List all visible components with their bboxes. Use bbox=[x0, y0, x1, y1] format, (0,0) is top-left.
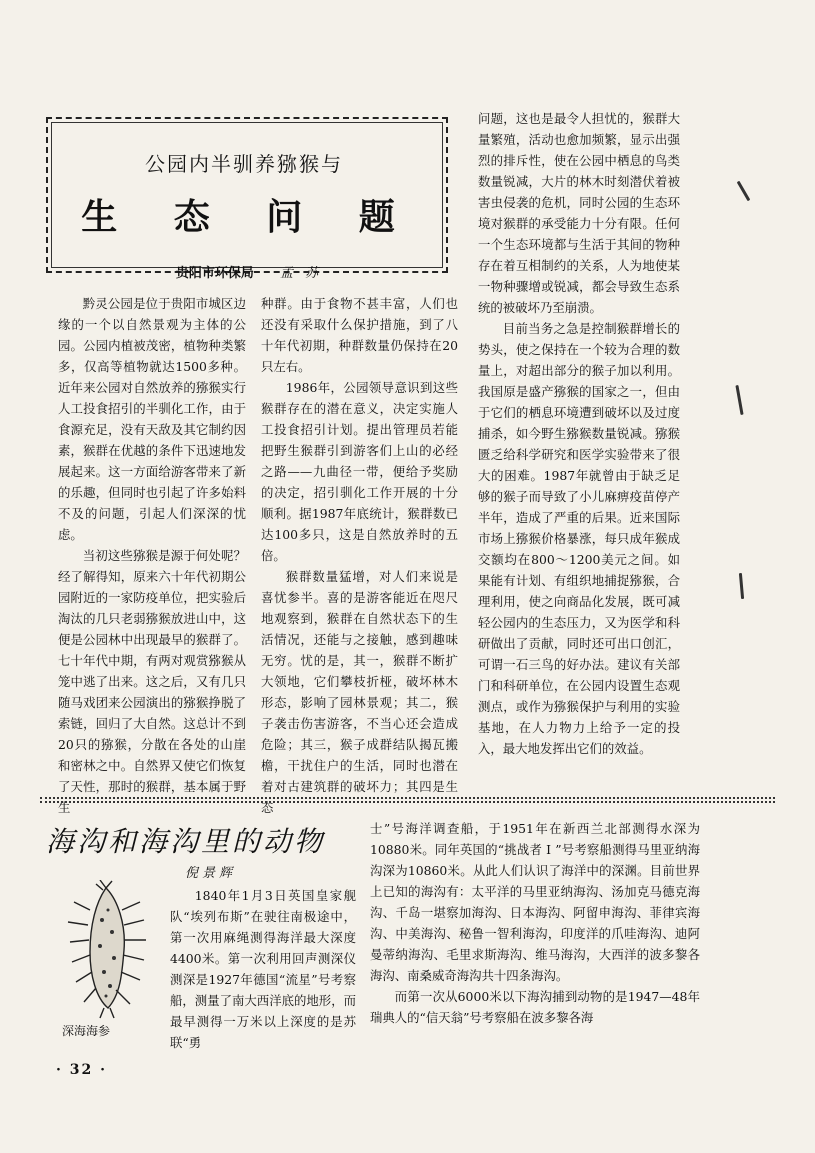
page-number: · 32 · bbox=[56, 1062, 107, 1078]
paragraph: 1840年1月3日英国皇家舰队“埃列布斯”在驶往南极途中，第一次用麻绳测得海洋最大深度4400米。第一次利用回声测深仪测深是1927年德国“流星”号考察船，测量了南大西洋底的地形，而最早测得一万米以上深度的是苏联“勇 bbox=[170, 888, 356, 1050]
author-affiliation: 贵阳市环保局 bbox=[175, 266, 254, 281]
paragraph: 种群。由于食物不甚丰富，人们也还没有采取什么保护措施，到了八十年代初期，种群数量仍保持在20只左右。 bbox=[261, 296, 458, 374]
article-byline bbox=[48, 262, 450, 281]
scan-mark bbox=[737, 181, 751, 202]
paragraph: 目前当务之急是控制猴群增长的势头，使之保持在一个较为合理的数量上，对超出部分的猴子加以利用。我国原是盛产猕猴的国家之一，但由于它们的栖息环境遭到破坏以及过度捕杀，如今野生猕猴数量锐减。猕猴匮乏给科学研究和医学实验带来了很大的困难。1987年就曾由于缺乏足够的猴子而导致了小儿麻痹疫苗停产半年，造成了严重的后果。近来国际市场上猕猴价格暴涨，每只成年猴成交额均在800～1200美元之间。如果能有计划、有组织地捕捉猕猴，合理利用，使之向商品化发展，既可减轻公园内的生态压力，又为医学和科研做出了贡献，同时还可出口创汇，可谓一石三鸟的好办法。建议有关部门和科研单位，在公园内设置生态观测点，或作为猕猴保护与利用的实验基地，在人力物力上给予一定的投入，最大地发挥出它们的效益。 bbox=[478, 321, 680, 756]
article1-column-1 bbox=[58, 293, 246, 818]
article-title: 生 态 问 题 bbox=[81, 197, 417, 238]
article2-author: 倪景辉 bbox=[185, 866, 237, 881]
paragraph: 猴群数量猛增，对人们来说是喜忧参半。喜的是游客能近在咫尺地观察到，猴群在自然状态下的生活情况，还能与之接触，感到趣味无穷。忧的是，其一，猴群不断扩大领地，它们攀枝折桠，破坏林木形态，影响了园林景观；其二，猴子袭击伤害游客，不当心还会造成危险；其三，猴子成群结队揭瓦搬檐，干扰住户的生活，同时也潜在着对古建筑群的破坏力；其四是生态 bbox=[261, 569, 458, 815]
paragraph: 黔灵公园是位于贵阳市城区边缘的一个以自然景观为主体的公园。公园内植被茂密，植物种类繁多，仅高等植物就达1500多种。近年来公园对自然放养的猕猴实行人工投食招引的半驯化工作，由于食源充足，没有天敌及其它制约因素，猴群在优越的条件下迅速地发展起来。这一方面给游客带来了新的乐趣，但同时也引起了许多始料不及的问题，引起人们深深的忧虑。 bbox=[58, 296, 246, 542]
section-divider bbox=[40, 797, 775, 803]
scan-mark bbox=[735, 385, 743, 415]
article2-column-1 bbox=[170, 885, 356, 1053]
paragraph: 士”号海洋调查船，于1951年在新西兰北部测得水深为10880米。同年英国的“挑战者 I ”号考察船测得马里亚纳海沟深为10860米。从此人们认识了海洋中的深渊。目前世界上已知的海沟有：太平洋的马里亚纳海沟、汤加克马德克海沟、千岛一堪察加海沟、日本海沟、阿留申海沟、菲律宾海沟、中美海沟、秘鲁一智利海沟，印度洋的爪哇海沟、迪阿曼蒂纳海沟、毛里求斯海沟、维马海沟，大西洋的波多黎各海沟、南桑威奇海沟共十四条海沟。 bbox=[370, 821, 700, 983]
article2-title: 海沟和海沟里的动物 bbox=[46, 825, 326, 858]
paragraph: 当初这些猕猴是源于何处呢？经了解得知，原来六十年代初期公园附近的一家防疫单位，把实验后淘汰的几只老弱猕猴放进山中，这便是公园林中出现最早的猴群了。七十年代中期，有两对观赏猕猴从笼中逃了出来。这之后，又有几只随马戏团来公园演出的猕猴挣脱了索链，回归了大自然。这总计不到20只的猕猴，分散在各处的山崖和密林之中。自然界又使它们恢复了天性，那时的猴群，基本属于野生 bbox=[58, 548, 246, 815]
sea-cucumber-illustration bbox=[60, 880, 152, 1020]
paragraph: 1986年，公园领导意识到这些猴群存在的潜在意义，决定实施人工投食招引计划。提出管理员若能把野生猴群引到游客们上山的必经之路——九曲径一带，便给予奖励的决定，招引驯化工作开展的十分顺利。据1987年底统计，猴群数已达100多只，这是自然放养时的五倍。 bbox=[261, 380, 458, 563]
article2-column-2 bbox=[370, 818, 700, 1028]
author-name: 孟 苏 bbox=[279, 266, 323, 281]
illustration-caption: 深海海参 bbox=[62, 1024, 111, 1038]
paragraph: 问题，这也是最令人担忧的，猴群大量繁殖，活动也愈加频繁，显示出强烈的排斥性，使在公园中栖息的鸟类数量锐减，大片的林木时刻潜伏着被害虫侵袭的危机，同时公园的生态环境对猴群的承受能力十分有限。任何一个生态环境都与生活于其间的物种存在着互相制约的关系，人为地使某一物种骤增或锐减，都会导致生态系统的被破坏乃至崩溃。 bbox=[478, 111, 680, 315]
scan-mark bbox=[739, 573, 744, 599]
article-subtitle: 公园内半驯养猕猴与 bbox=[145, 152, 343, 176]
article-title-box bbox=[46, 117, 448, 281]
paragraph: 而第一次从6000米以下海沟捕到动物的是1947—48年瑞典人的“信天翁”号考察船在波多黎各海 bbox=[370, 989, 700, 1025]
article1-column-3 bbox=[478, 108, 680, 759]
article1-column-2 bbox=[261, 293, 458, 818]
